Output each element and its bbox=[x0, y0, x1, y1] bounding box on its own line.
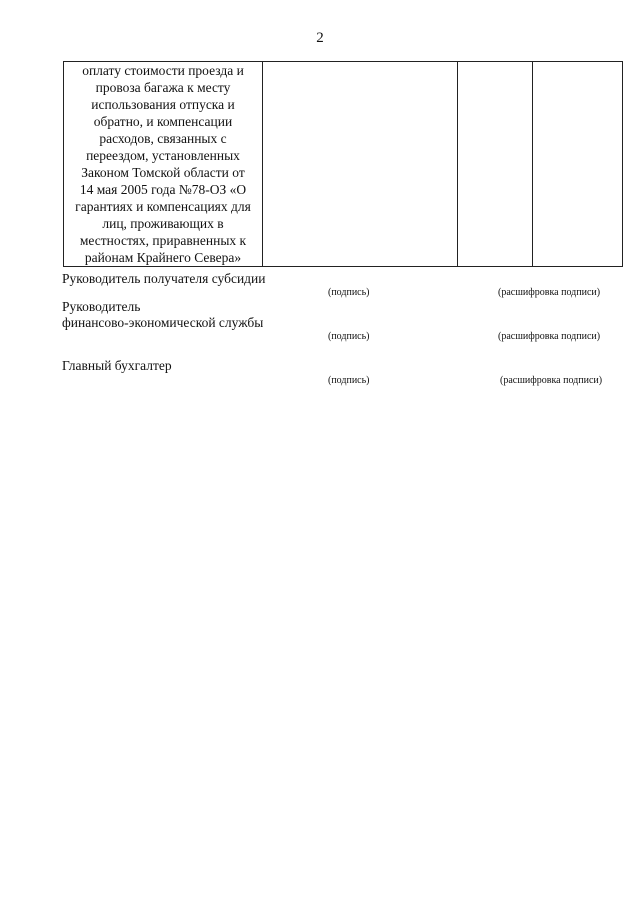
signature-label-head-finance-line1: Руководитель bbox=[62, 299, 141, 314]
cell-text-line: 14 мая 2005 года №78-ОЗ «О bbox=[79, 182, 247, 197]
cell-text-line: расходов, связанных с bbox=[99, 131, 227, 146]
cell-text-line: обратно, и компенсации bbox=[93, 114, 233, 129]
decoding-hint: (расшифровка подписи) bbox=[500, 375, 603, 386]
cell-text-line: провоза багажа к месту bbox=[95, 80, 231, 95]
table-cell-empty bbox=[458, 62, 533, 267]
decoding-hint: (расшифровка подписи) bbox=[498, 287, 601, 298]
page-number: 2 bbox=[316, 30, 324, 46]
decoding-hint: (расшифровка подписи) bbox=[498, 331, 601, 342]
signature-label-chief-accountant: Главный бухгалтер bbox=[62, 358, 172, 373]
signature-hint: (подпись) bbox=[328, 287, 370, 298]
table-cell-empty bbox=[533, 62, 623, 267]
cell-text-line: лиц, проживающих в bbox=[102, 216, 224, 231]
cell-text-line: гарантиях и компенсациях для bbox=[75, 199, 251, 214]
table-cell-empty bbox=[263, 62, 458, 267]
cell-text-line: переездом, установленных bbox=[86, 148, 240, 163]
cell-text-line: оплату стоимости проезда и bbox=[82, 63, 244, 78]
continuation-table bbox=[63, 61, 623, 267]
cell-text-line: использования отпуска и bbox=[91, 97, 235, 112]
signature-hint: (подпись) bbox=[328, 375, 370, 386]
table-cell-description bbox=[64, 62, 263, 267]
signature-hint: (подпись) bbox=[328, 331, 370, 342]
table-row bbox=[64, 62, 623, 267]
signature-label-head-finance-line2: финансово-экономической службы bbox=[62, 315, 264, 330]
cell-text-line: местностях, приравненных к bbox=[79, 233, 247, 248]
cell-text-line: Законом Томской области от bbox=[81, 165, 245, 180]
cell-text-line: районам Крайнего Севера» bbox=[84, 250, 242, 265]
signature-label-head-recipient: Руководитель получателя субсидии bbox=[62, 271, 266, 286]
